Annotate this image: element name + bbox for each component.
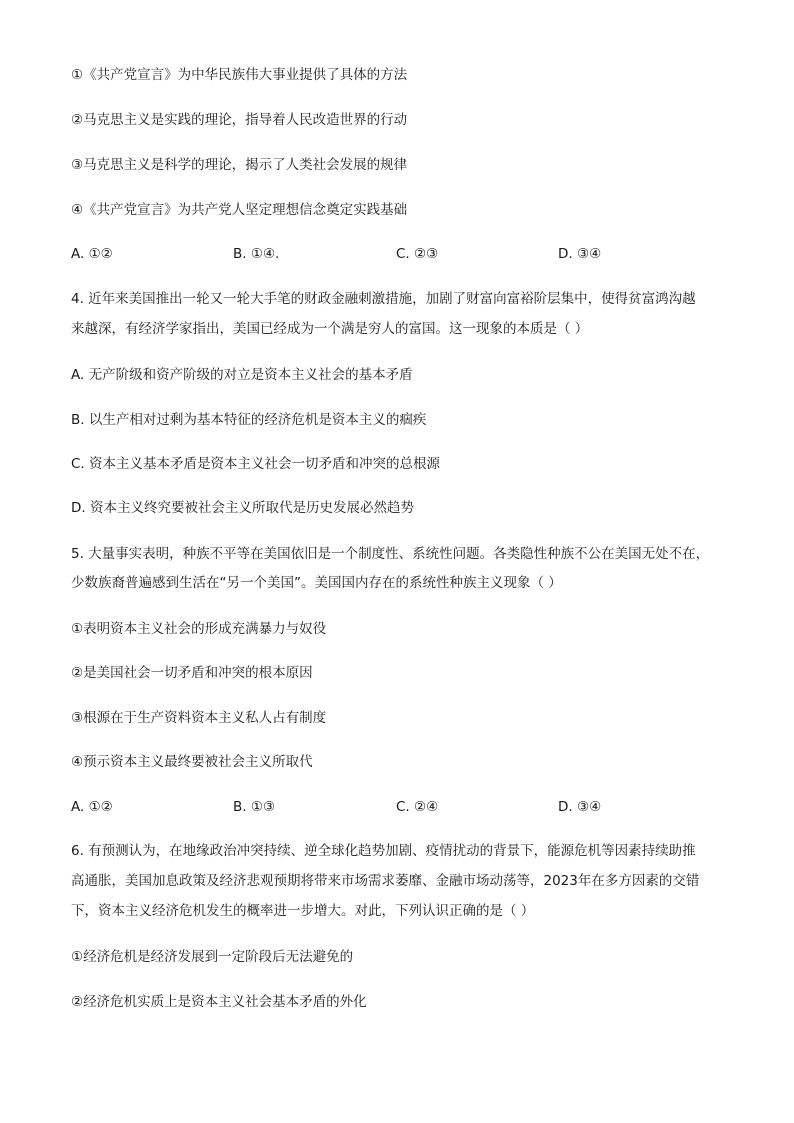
- q4-option-b: B. 以生产相对过剩为基本特征的经济危机是资本主义的痼疾: [71, 412, 427, 428]
- q5-option-a: A. ①②: [71, 799, 113, 815]
- q6-stem-line-2: 高通胀，美国加息政策及经济悲观预期将带来市场需求萎靡、金融市场动荡等，2023年在多方因素的交错: [71, 873, 700, 889]
- q3-option-a: A. ①②: [71, 246, 113, 262]
- q5-item-2: ②是美国社会一切矛盾和冲突的根本原因: [71, 665, 313, 681]
- q3-item-2: ②马克思主义是实践的理论，指导着人民改造世界的行动: [71, 112, 408, 128]
- q6-stem-line-1: 6. 有预测认为，在地缘政治冲突持续、逆全球化趋势加剧、疫情扰动的背景下，能源危机等因素持续助推: [71, 843, 696, 859]
- q4-stem-line-2: 来越深，有经济学家指出，美国已经成为一个满是穷人的富国。这一现象的本质是（ ）: [71, 321, 589, 337]
- q3-item-4: ④《共产党宣言》为共产党人坚定理想信念奠定实践基础: [71, 202, 408, 218]
- q4-option-d: D. 资本主义终究要被社会主义所取代是历史发展必然趋势: [71, 500, 414, 516]
- q5-option-c: C. ②④: [396, 799, 439, 815]
- q5-item-1: ①表明资本主义社会的形成充满暴力与奴役: [71, 621, 327, 637]
- q5-item-4: ④预示资本主义最终要被社会主义所取代: [71, 754, 313, 770]
- q5-stem-line-1: 5. 大量事实表明，种族不平等在美国依旧是一个制度性、系统性问题。各类隐性种族不公在美国无处不在，: [71, 546, 710, 562]
- q4-stem-line-1: 4. 近年来美国推出一轮又一轮大手笔的财政金融刺激措施，加剧了财富向富裕阶层集中，使得贫富鸿沟越: [71, 291, 696, 307]
- q5-stem-line-2: 少数族裔普遍感到生活在“另一个美国”。美国国内存在的系统性种族主义现象（ ）: [71, 575, 562, 591]
- q4-option-c: C. 资本主义基本矛盾是资本主义社会一切矛盾和冲突的总根源: [71, 456, 441, 472]
- q6-stem-line-3: 下，资本主义经济危机发生的概率进一步增大。对此，下列认识正确的是（ ）: [71, 903, 535, 919]
- q3-option-b: B. ①④.: [233, 246, 280, 262]
- q3-item-1: ①《共产党宣言》为中华民族伟大事业提供了具体的方法: [71, 67, 408, 83]
- q3-option-c: C. ②③: [396, 246, 439, 262]
- q5-option-b: B. ①③: [233, 799, 276, 815]
- q3-option-d: D. ③④: [558, 246, 602, 262]
- q6-item-1: ①经济危机是经济发展到一定阶段后无法避免的: [71, 949, 354, 965]
- q3-item-3: ③马克思主义是科学的理论，揭示了人类社会发展的规律: [71, 157, 408, 173]
- q6-item-2: ②经济危机实质上是资本主义社会基本矛盾的外化: [71, 994, 367, 1010]
- q5-item-3: ③根源在于生产资料资本主义私人占有制度: [71, 710, 327, 726]
- q5-option-d: D. ③④: [558, 799, 602, 815]
- q4-option-a: A. 无产阶级和资产阶级的对立是资本主义社会的基本矛盾: [71, 367, 413, 383]
